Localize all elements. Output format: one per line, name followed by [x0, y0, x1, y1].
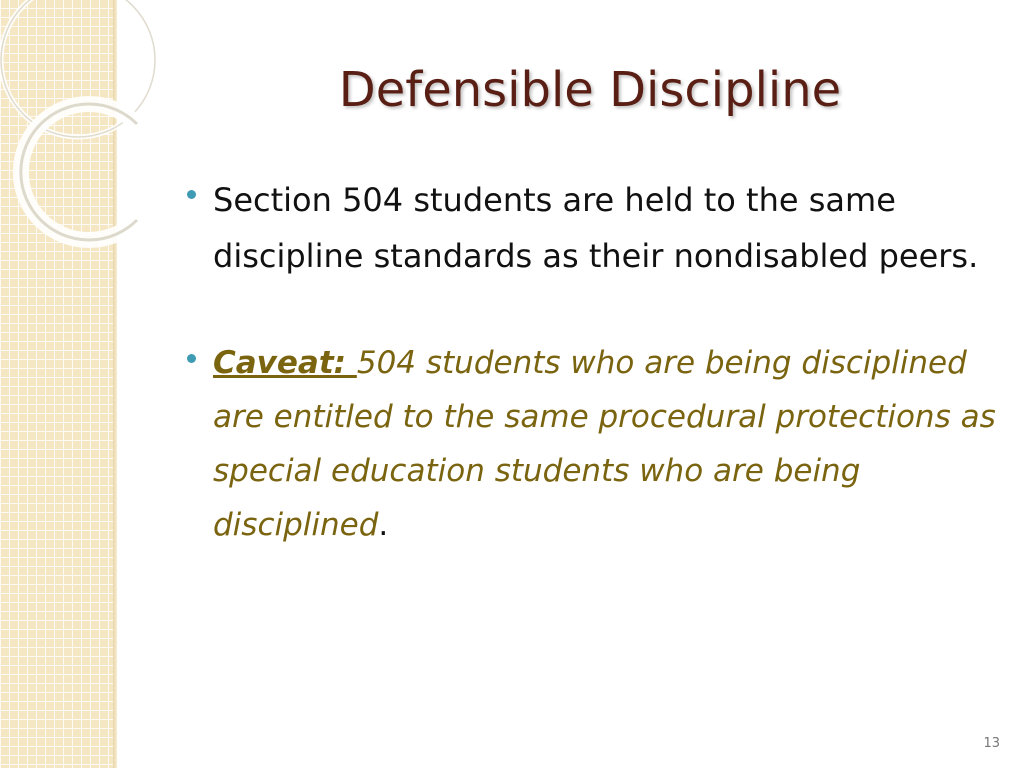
bullet-list	[185, 172, 1005, 552]
bullet-dot-icon	[187, 190, 196, 199]
caveat-label: Caveat:	[213, 345, 357, 381]
caveat-paragraph	[213, 336, 1005, 552]
bullet-text: Section 504 students are held to the same discipline standards as their nondisabled peers.	[213, 181, 979, 275]
bullet-item	[185, 172, 1005, 284]
caveat-text: 504 students who are being disciplined are entitled to the same procedural protections as special education students who are being disciplined	[213, 345, 996, 543]
bullet-item	[185, 336, 1005, 552]
decorative-rings	[0, 0, 200, 260]
page-number: 13	[983, 736, 1000, 751]
slide-title: Defensible Discipline	[338, 62, 842, 118]
caveat-period: .	[378, 507, 389, 543]
bullet-dot-icon	[187, 354, 196, 363]
